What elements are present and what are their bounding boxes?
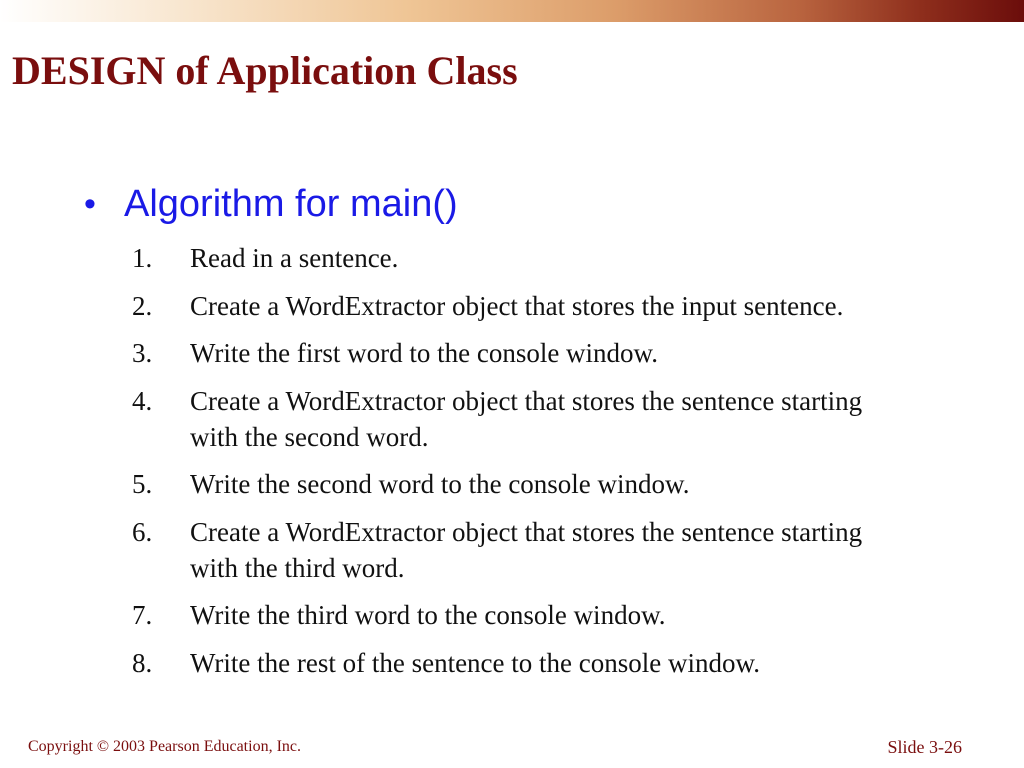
- list-item: [132, 383, 892, 455]
- step-number: 8.: [132, 647, 153, 678]
- slide-number: Slide 3-26: [887, 737, 962, 757]
- algorithm-steps-list: [132, 240, 892, 692]
- step-number: 2.: [132, 290, 153, 321]
- list-item: [132, 514, 892, 586]
- step-text: Create a WordExtractor object that stores the sentence starting with the second word.: [190, 385, 863, 452]
- step-text: Write the second word to the console window.: [190, 469, 690, 499]
- list-item: [132, 466, 892, 502]
- bullet-icon: •: [84, 185, 96, 223]
- step-number: 7.: [132, 600, 153, 630]
- list-item: [132, 240, 892, 276]
- decorative-gradient-bar: [0, 0, 1024, 22]
- slide-title: DESIGN of Application Class: [12, 48, 518, 93]
- copyright-footer: Copyright © 2003 Pearson Education, Inc.: [28, 738, 301, 755]
- bullet-heading-text: Algorithm for main(): [124, 183, 458, 225]
- list-item: [132, 288, 892, 324]
- step-number: 5.: [132, 469, 153, 499]
- step-text: Create a WordExtractor object that stores the input sentence.: [190, 290, 844, 321]
- step-number: 1.: [132, 243, 153, 273]
- step-number: 3.: [132, 338, 153, 368]
- step-text: Read in a sentence.: [190, 243, 399, 273]
- bullet-heading: [84, 178, 458, 230]
- list-item: [132, 335, 892, 371]
- list-item: [132, 645, 892, 681]
- step-number: 4.: [132, 385, 153, 416]
- step-text: Write the rest of the sentence to the console window.: [190, 647, 760, 678]
- list-item: [132, 597, 892, 633]
- step-text: Create a WordExtractor object that stores the sentence starting with the third word.: [190, 516, 863, 583]
- step-number: 6.: [132, 516, 153, 547]
- step-text: Write the third word to the console window.: [190, 600, 666, 630]
- step-text: Write the first word to the console window.: [190, 338, 659, 368]
